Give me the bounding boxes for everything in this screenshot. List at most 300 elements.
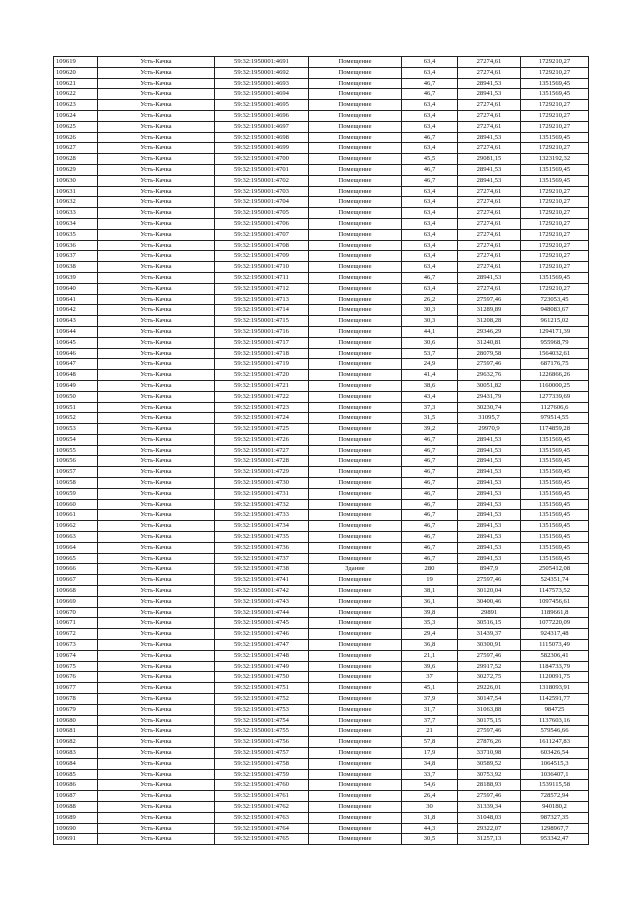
cadastral-value-cell: 1729210,27: [521, 197, 589, 208]
locality-cell: Усть-Качка: [98, 726, 215, 737]
cadastral-value-cell: 924317,48: [521, 629, 589, 640]
cadastral-value-cell: 1298967,7: [521, 823, 589, 834]
cadastral-value-cell: 1351569,45: [521, 456, 589, 467]
table-row: [54, 694, 589, 705]
unit-value-cell: 29322,07: [458, 823, 521, 834]
cadastral-number-cell: 59:32:1950001:4729: [215, 467, 309, 478]
row-id-cell: 109648: [54, 370, 98, 381]
cadastral-number-cell: 59:32:1950001:4747: [215, 640, 309, 651]
table-row: [54, 380, 589, 391]
cadastral-number-cell: 59:32:1950001:4713: [215, 294, 309, 305]
table-row: [54, 823, 589, 834]
cadastral-value-cell: 953342,47: [521, 834, 589, 845]
object-type-cell: Помещение: [309, 801, 402, 812]
object-type-cell: Помещение: [309, 737, 402, 748]
table-row: [54, 100, 589, 111]
locality-cell: Усть-Качка: [98, 672, 215, 683]
area-cell: 63,4: [402, 100, 458, 111]
locality-cell: Усть-Качка: [98, 769, 215, 780]
unit-value-cell: 27597,46: [458, 359, 521, 370]
area-cell: 38,6: [402, 380, 458, 391]
unit-value-cell: 28941,53: [458, 488, 521, 499]
locality-cell: Усть-Качка: [98, 197, 215, 208]
area-cell: 44,1: [402, 326, 458, 337]
object-type-cell: Помещение: [309, 629, 402, 640]
row-id-cell: 109657: [54, 467, 98, 478]
object-type-cell: Помещение: [309, 650, 402, 661]
cadastral-value-cell: 1351569,45: [521, 510, 589, 521]
unit-value-cell: 28941,53: [458, 499, 521, 510]
area-cell: 36,1: [402, 596, 458, 607]
object-type-cell: Помещение: [309, 499, 402, 510]
cadastral-value-cell: 1729210,27: [521, 186, 589, 197]
row-id-cell: 109624: [54, 110, 98, 121]
object-type-cell: Помещение: [309, 521, 402, 532]
unit-value-cell: 27274,61: [458, 121, 521, 132]
unit-value-cell: 27597,46: [458, 575, 521, 586]
cadastral-value-cell: 603426,54: [521, 748, 589, 759]
table-row: [54, 521, 589, 532]
cadastral-number-cell: 59:32:1950001:4707: [215, 229, 309, 240]
area-cell: 41,4: [402, 370, 458, 381]
area-cell: 19: [402, 575, 458, 586]
cadastral-value-cell: 1729210,27: [521, 208, 589, 219]
unit-value-cell: 27274,61: [458, 67, 521, 78]
area-cell: 39,8: [402, 607, 458, 618]
object-type-cell: Помещение: [309, 596, 402, 607]
cadastral-number-cell: 59:32:1950001:4758: [215, 758, 309, 769]
cadastral-value-cell: 984725: [521, 704, 589, 715]
cadastral-number-cell: 59:32:1950001:4759: [215, 769, 309, 780]
row-id-cell: 109682: [54, 737, 98, 748]
area-cell: 17,9: [402, 748, 458, 759]
locality-cell: Усть-Качка: [98, 337, 215, 348]
cadastral-value-cell: 1729210,27: [521, 100, 589, 111]
cadastral-value-cell: 1351569,45: [521, 445, 589, 456]
cadastral-number-cell: 59:32:1950001:4695: [215, 100, 309, 111]
cadastral-value-cell: 1351569,45: [521, 89, 589, 100]
locality-cell: Усть-Качка: [98, 391, 215, 402]
locality-cell: Усть-Качка: [98, 586, 215, 597]
area-cell: 46,7: [402, 488, 458, 499]
area-cell: 46,7: [402, 272, 458, 283]
row-id-cell: 109675: [54, 661, 98, 672]
locality-cell: Усть-Качка: [98, 229, 215, 240]
area-cell: 37: [402, 672, 458, 683]
cadastral-value-cell: 579546,66: [521, 726, 589, 737]
cadastral-number-cell: 59:32:1950001:4750: [215, 672, 309, 683]
unit-value-cell: 30400,46: [458, 596, 521, 607]
table-row: [54, 164, 589, 175]
cadastral-number-cell: 59:32:1950001:4706: [215, 218, 309, 229]
object-type-cell: Помещение: [309, 186, 402, 197]
locality-cell: Усть-Качка: [98, 89, 215, 100]
object-type-cell: Помещение: [309, 661, 402, 672]
row-id-cell: 109636: [54, 240, 98, 251]
row-id-cell: 109647: [54, 359, 98, 370]
unit-value-cell: 27274,61: [458, 283, 521, 294]
unit-value-cell: 27274,61: [458, 186, 521, 197]
table-row: [54, 467, 589, 478]
table-row: [54, 143, 589, 154]
area-cell: 36,8: [402, 640, 458, 651]
object-type-cell: Помещение: [309, 326, 402, 337]
area-cell: 46,7: [402, 521, 458, 532]
area-cell: 33,7: [402, 769, 458, 780]
cadastral-value-cell: 1142591,77: [521, 694, 589, 705]
area-cell: 46,7: [402, 478, 458, 489]
cadastral-value-cell: 1729210,27: [521, 229, 589, 240]
object-type-cell: Помещение: [309, 694, 402, 705]
row-id-cell: 109633: [54, 208, 98, 219]
row-id-cell: 109691: [54, 834, 98, 845]
cadastral-value-cell: 1729210,27: [521, 67, 589, 78]
table-row: [54, 618, 589, 629]
object-type-cell: Помещение: [309, 348, 402, 359]
cadastral-value-cell: 1729210,27: [521, 218, 589, 229]
row-id-cell: 109661: [54, 510, 98, 521]
row-id-cell: 109690: [54, 823, 98, 834]
row-id-cell: 109641: [54, 294, 98, 305]
locality-cell: Усть-Качка: [98, 488, 215, 499]
cadastral-number-cell: 59:32:1950001:4718: [215, 348, 309, 359]
area-cell: 26,2: [402, 294, 458, 305]
locality-cell: Усть-Качка: [98, 272, 215, 283]
cadastral-value-cell: 1277339,69: [521, 391, 589, 402]
table-row: [54, 715, 589, 726]
row-id-cell: 109631: [54, 186, 98, 197]
object-type-cell: Помещение: [309, 769, 402, 780]
area-cell: 30,3: [402, 316, 458, 327]
row-id-cell: 109676: [54, 672, 98, 683]
table-row: [54, 89, 589, 100]
locality-cell: Усть-Качка: [98, 575, 215, 586]
object-type-cell: Помещение: [309, 100, 402, 111]
cadastral-value-cell: 1064515,3: [521, 758, 589, 769]
unit-value-cell: 27274,61: [458, 240, 521, 251]
table-row: [54, 132, 589, 143]
table-row: [54, 229, 589, 240]
cadastral-number-cell: 59:32:1950001:4720: [215, 370, 309, 381]
cadastral-number-cell: 59:32:1950001:4760: [215, 780, 309, 791]
object-type-cell: Помещение: [309, 823, 402, 834]
row-id-cell: 109629: [54, 164, 98, 175]
cadastral-number-cell: 59:32:1950001:4693: [215, 78, 309, 89]
area-cell: 24,9: [402, 359, 458, 370]
cadastral-number-cell: 59:32:1950001:4755: [215, 726, 309, 737]
cadastral-value-cell: 987327,35: [521, 812, 589, 823]
unit-value-cell: 30516,15: [458, 618, 521, 629]
cadastral-number-cell: 59:32:1950001:4703: [215, 186, 309, 197]
area-cell: 37,9: [402, 694, 458, 705]
row-id-cell: 109634: [54, 218, 98, 229]
unit-value-cell: 27274,61: [458, 262, 521, 273]
area-cell: 21,1: [402, 650, 458, 661]
locality-cell: Усть-Качка: [98, 780, 215, 791]
unit-value-cell: 27274,61: [458, 110, 521, 121]
row-id-cell: 109680: [54, 715, 98, 726]
cadastral-value-cell: 728572,94: [521, 791, 589, 802]
cadastral-value-cell: 1351569,45: [521, 478, 589, 489]
table-row: [54, 337, 589, 348]
cadastral-value-cell: 1351569,45: [521, 542, 589, 553]
area-cell: 30,5: [402, 834, 458, 845]
row-id-cell: 109663: [54, 532, 98, 543]
unit-value-cell: 31240,81: [458, 337, 521, 348]
cadastral-value-cell: 1351569,45: [521, 488, 589, 499]
unit-value-cell: 29081,15: [458, 154, 521, 165]
table-row: [54, 726, 589, 737]
row-id-cell: 109672: [54, 629, 98, 640]
table-row: [54, 110, 589, 121]
locality-cell: Усть-Качка: [98, 218, 215, 229]
table-row: [54, 575, 589, 586]
area-cell: 35,3: [402, 618, 458, 629]
locality-cell: Усть-Качка: [98, 694, 215, 705]
locality-cell: Усть-Качка: [98, 240, 215, 251]
row-id-cell: 109622: [54, 89, 98, 100]
object-type-cell: Помещение: [309, 305, 402, 316]
unit-value-cell: 8947,9: [458, 564, 521, 575]
table-row: [54, 758, 589, 769]
locality-cell: Усть-Качка: [98, 564, 215, 575]
cadastral-number-cell: 59:32:1950001:4738: [215, 564, 309, 575]
cadastral-value-cell: 1729210,27: [521, 143, 589, 154]
unit-value-cell: 29346,29: [458, 326, 521, 337]
area-cell: 37,7: [402, 715, 458, 726]
table-row: [54, 478, 589, 489]
table-row: [54, 262, 589, 273]
row-id-cell: 109686: [54, 780, 98, 791]
cadastral-number-cell: 59:32:1950001:4763: [215, 812, 309, 823]
locality-cell: Усть-Качка: [98, 801, 215, 812]
table-row: [54, 748, 589, 759]
locality-cell: Усть-Качка: [98, 521, 215, 532]
unit-value-cell: 31048,03: [458, 812, 521, 823]
row-id-cell: 109640: [54, 283, 98, 294]
object-type-cell: Помещение: [309, 780, 402, 791]
area-cell: 37,3: [402, 402, 458, 413]
object-type-cell: Помещение: [309, 791, 402, 802]
cadastral-value-cell: 687176,75: [521, 359, 589, 370]
table-row: [54, 596, 589, 607]
object-type-cell: Помещение: [309, 197, 402, 208]
area-cell: 63,4: [402, 186, 458, 197]
object-type-cell: Помещение: [309, 542, 402, 553]
object-type-cell: Помещение: [309, 380, 402, 391]
row-id-cell: 109635: [54, 229, 98, 240]
area-cell: 45,5: [402, 154, 458, 165]
locality-cell: Усть-Качка: [98, 532, 215, 543]
area-cell: 46,7: [402, 456, 458, 467]
unit-value-cell: 28941,53: [458, 510, 521, 521]
cadastral-number-cell: 59:32:1950001:4723: [215, 402, 309, 413]
unit-value-cell: 29431,79: [458, 391, 521, 402]
unit-value-cell: 28941,53: [458, 89, 521, 100]
area-cell: 63,4: [402, 283, 458, 294]
row-id-cell: 109674: [54, 650, 98, 661]
object-type-cell: Помещение: [309, 218, 402, 229]
locality-cell: Усть-Качка: [98, 100, 215, 111]
cadastral-value-cell: 1729210,27: [521, 121, 589, 132]
unit-value-cell: 28941,53: [458, 434, 521, 445]
area-cell: 63,4: [402, 67, 458, 78]
object-type-cell: Помещение: [309, 478, 402, 489]
row-id-cell: 109632: [54, 197, 98, 208]
table-row: [54, 812, 589, 823]
area-cell: 57,8: [402, 737, 458, 748]
locality-cell: Усть-Качка: [98, 110, 215, 121]
area-cell: 54,6: [402, 780, 458, 791]
locality-cell: Усть-Качка: [98, 542, 215, 553]
table-row: [54, 737, 589, 748]
cadastral-value-cell: 979514,55: [521, 413, 589, 424]
unit-value-cell: 30175,15: [458, 715, 521, 726]
cadastral-number-cell: 59:32:1950001:4742: [215, 586, 309, 597]
object-type-cell: Помещение: [309, 683, 402, 694]
object-type-cell: Помещение: [309, 57, 402, 68]
cadastral-value-cell: 1097456,61: [521, 596, 589, 607]
object-type-cell: Помещение: [309, 262, 402, 273]
area-cell: 63,4: [402, 121, 458, 132]
area-cell: 29,4: [402, 629, 458, 640]
cadastral-value-cell: 1226866,26: [521, 370, 589, 381]
object-type-cell: Помещение: [309, 748, 402, 759]
locality-cell: Усть-Качка: [98, 650, 215, 661]
table-row: [54, 413, 589, 424]
table-row: [54, 305, 589, 316]
row-id-cell: 109626: [54, 132, 98, 143]
table-row: [54, 542, 589, 553]
table-row: [54, 283, 589, 294]
cadastral-value-cell: 940180,2: [521, 801, 589, 812]
object-type-cell: Помещение: [309, 154, 402, 165]
table-row: [54, 510, 589, 521]
object-type-cell: Помещение: [309, 445, 402, 456]
area-cell: 31,8: [402, 812, 458, 823]
cadastral-value-cell: 524351,74: [521, 575, 589, 586]
area-cell: 46,7: [402, 89, 458, 100]
area-cell: 46,7: [402, 467, 458, 478]
row-id-cell: 109644: [54, 326, 98, 337]
table-row: [54, 57, 589, 68]
unit-value-cell: 31439,37: [458, 629, 521, 640]
unit-value-cell: 27274,61: [458, 197, 521, 208]
cadastral-value-cell: 1351569,45: [521, 532, 589, 543]
property-table: [53, 56, 589, 845]
unit-value-cell: 27274,61: [458, 100, 521, 111]
row-id-cell: 109687: [54, 791, 98, 802]
cadastral-number-cell: 59:32:1950001:4736: [215, 542, 309, 553]
object-type-cell: Помещение: [309, 715, 402, 726]
unit-value-cell: 28941,53: [458, 478, 521, 489]
cadastral-number-cell: 59:32:1950001:4745: [215, 618, 309, 629]
unit-value-cell: 28941,53: [458, 132, 521, 143]
locality-cell: Усть-Качка: [98, 467, 215, 478]
cadastral-value-cell: 1147573,52: [521, 586, 589, 597]
row-id-cell: 109623: [54, 100, 98, 111]
table-row: [54, 769, 589, 780]
row-id-cell: 109652: [54, 413, 98, 424]
object-type-cell: Помещение: [309, 175, 402, 186]
object-type-cell: Помещение: [309, 89, 402, 100]
row-id-cell: 109689: [54, 812, 98, 823]
row-id-cell: 109646: [54, 348, 98, 359]
locality-cell: Усть-Качка: [98, 164, 215, 175]
table-row: [54, 801, 589, 812]
cadastral-value-cell: 1729210,27: [521, 262, 589, 273]
cadastral-value-cell: 723053,45: [521, 294, 589, 305]
cadastral-number-cell: 59:32:1950001:4744: [215, 607, 309, 618]
object-type-cell: Помещение: [309, 456, 402, 467]
cadastral-value-cell: 1174859,28: [521, 424, 589, 435]
object-type-cell: Помещение: [309, 758, 402, 769]
object-type-cell: Помещение: [309, 618, 402, 629]
cadastral-value-cell: 1189661,8: [521, 607, 589, 618]
unit-value-cell: 30589,52: [458, 758, 521, 769]
area-cell: 63,4: [402, 229, 458, 240]
cadastral-value-cell: 1351569,45: [521, 132, 589, 143]
cadastral-value-cell: 1351569,45: [521, 499, 589, 510]
cadastral-number-cell: 59:32:1950001:4746: [215, 629, 309, 640]
cadastral-value-cell: 1351569,45: [521, 467, 589, 478]
row-id-cell: 109658: [54, 478, 98, 489]
table-row: [54, 553, 589, 564]
cadastral-value-cell: 1729210,27: [521, 110, 589, 121]
area-cell: 44,3: [402, 823, 458, 834]
area-cell: 63,4: [402, 143, 458, 154]
row-id-cell: 109683: [54, 748, 98, 759]
locality-cell: Усть-Качка: [98, 370, 215, 381]
unit-value-cell: 28188,93: [458, 780, 521, 791]
locality-cell: Усть-Качка: [98, 186, 215, 197]
unit-value-cell: 27274,61: [458, 208, 521, 219]
locality-cell: Усть-Качка: [98, 683, 215, 694]
unit-value-cell: 27274,61: [458, 218, 521, 229]
unit-value-cell: 27597,46: [458, 294, 521, 305]
cadastral-value-cell: 961215,02: [521, 316, 589, 327]
cadastral-number-cell: 59:32:1950001:4704: [215, 197, 309, 208]
locality-cell: Усть-Качка: [98, 154, 215, 165]
cadastral-number-cell: 59:32:1950001:4733: [215, 510, 309, 521]
unit-value-cell: 27274,61: [458, 143, 521, 154]
table-row: [54, 672, 589, 683]
locality-cell: Усть-Качка: [98, 326, 215, 337]
table-row: [54, 424, 589, 435]
cadastral-value-cell: 1611247,83: [521, 737, 589, 748]
cadastral-value-cell: 1127606,6: [521, 402, 589, 413]
locality-cell: Усть-Качка: [98, 57, 215, 68]
object-type-cell: Помещение: [309, 424, 402, 435]
row-id-cell: 109667: [54, 575, 98, 586]
cadastral-value-cell: 1115073,49: [521, 640, 589, 651]
cadastral-number-cell: 59:32:1950001:4699: [215, 143, 309, 154]
cadastral-value-cell: 1294171,39: [521, 326, 589, 337]
table-row: [54, 586, 589, 597]
area-cell: 38,1: [402, 586, 458, 597]
table-row: [54, 326, 589, 337]
row-id-cell: 109681: [54, 726, 98, 737]
area-cell: 63,4: [402, 197, 458, 208]
locality-cell: Усть-Качка: [98, 704, 215, 715]
cadastral-number-cell: 59:32:1950001:4708: [215, 240, 309, 251]
area-cell: 63,4: [402, 57, 458, 68]
locality-cell: Усть-Качка: [98, 316, 215, 327]
row-id-cell: 109643: [54, 316, 98, 327]
table-row: [54, 780, 589, 791]
locality-cell: Усть-Качка: [98, 132, 215, 143]
locality-cell: Усть-Качка: [98, 607, 215, 618]
